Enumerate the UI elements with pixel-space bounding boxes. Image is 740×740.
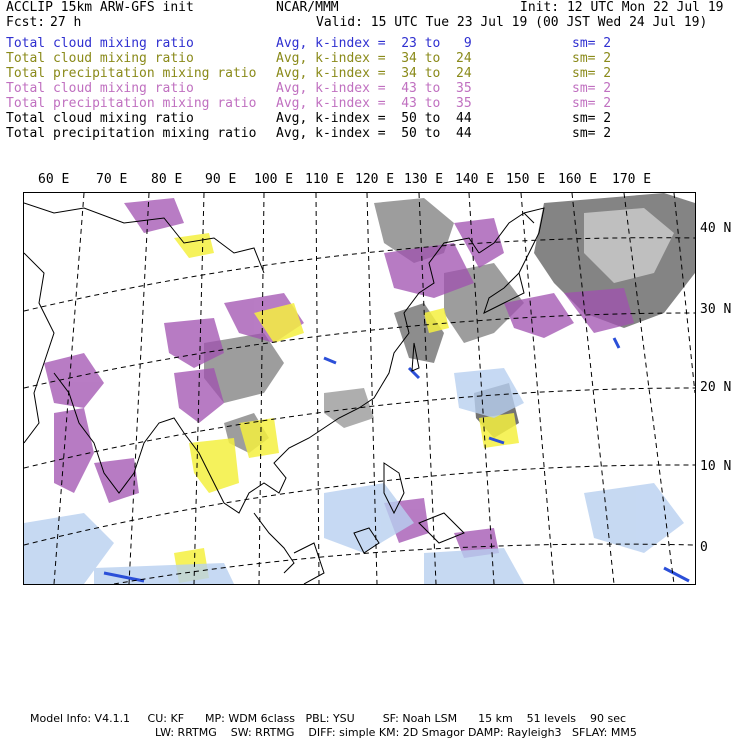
lon-label: 90 E [205,172,237,187]
init-time: Init: 12 UTC Mon 22 Jul 19 [520,0,724,15]
field-row [6,96,736,111]
lon-label: 60 E [38,172,70,187]
valid-time: Valid: 15 UTC Tue 23 Jul 19 (00 JST Wed 24 Jul 19) [316,15,708,30]
lat-label: 30 N [700,302,732,317]
lon-label: 150 E [506,172,546,187]
lon-label: 70 E [96,172,128,187]
fcst-label: Fcst: [6,15,46,30]
field-avg: Avg, k-index = 43 to 35 [276,96,472,111]
field-row [6,66,736,81]
field-label: Total cloud mixing ratio [6,36,194,51]
lon-label: 130 E [404,172,444,187]
field-avg: Avg, k-index = 50 to 44 [276,126,472,141]
lat-label: 10 N [700,459,732,474]
lat-label: 20 N [700,380,732,395]
field-sm: sm= 2 [572,111,612,126]
field-sm: sm= 2 [572,66,612,81]
field-row [6,126,736,141]
field-label: Total cloud mixing ratio [6,51,194,66]
lon-label: 100 E [254,172,294,187]
lon-label: 110 E [305,172,345,187]
center-name: NCAR/MMM [276,0,339,15]
field-avg: Avg, k-index = 34 to 24 [276,66,472,81]
lon-label: 160 E [558,172,598,187]
lon-label: 80 E [151,172,183,187]
field-avg: Avg, k-index = 43 to 35 [276,81,472,96]
field-label: Total precipitation mixing ratio [6,66,257,81]
lat-label: 0 [700,540,708,555]
field-sm: sm= 2 [572,96,612,111]
footer-physics-info: LW: RRTMG SW: RRTMG DIFF: simple KM: 2D Smagor DAMP: Rayleigh3 SFLAY: MM5 [155,726,637,739]
field-row [6,81,736,96]
field-avg: Avg, k-index = 34 to 24 [276,51,472,66]
field-sm: sm= 2 [572,81,612,96]
field-row [6,51,736,66]
field-sm: sm= 2 [572,51,612,66]
lon-label: 120 E [355,172,395,187]
field-label: Total precipitation mixing ratio [6,96,257,111]
lat-label: 40 N [700,221,732,236]
model-title: ACCLIP 15km ARW-GFS init [6,0,194,15]
field-avg: Avg, k-index = 50 to 44 [276,111,472,126]
map-panel [23,192,696,585]
field-label: Total cloud mixing ratio [6,111,194,126]
field-sm: sm= 2 [572,36,612,51]
map-canvas [24,193,695,584]
footer-model-info: Model Info: V4.1.1 CU: KF MP: WDM 6class PBL: YSU SF: Noah LSM 15 km 51 levels 90 sec [30,712,627,725]
field-row [6,36,736,51]
field-label: Total precipitation mixing ratio [6,126,257,141]
fcst-value: 27 h [50,15,82,30]
field-sm: sm= 2 [572,126,612,141]
field-avg: Avg, k-index = 23 to 9 [276,36,472,51]
lon-label: 140 E [455,172,495,187]
lon-label: 170 E [612,172,652,187]
field-label: Total cloud mixing ratio [6,81,194,96]
field-row [6,111,736,126]
